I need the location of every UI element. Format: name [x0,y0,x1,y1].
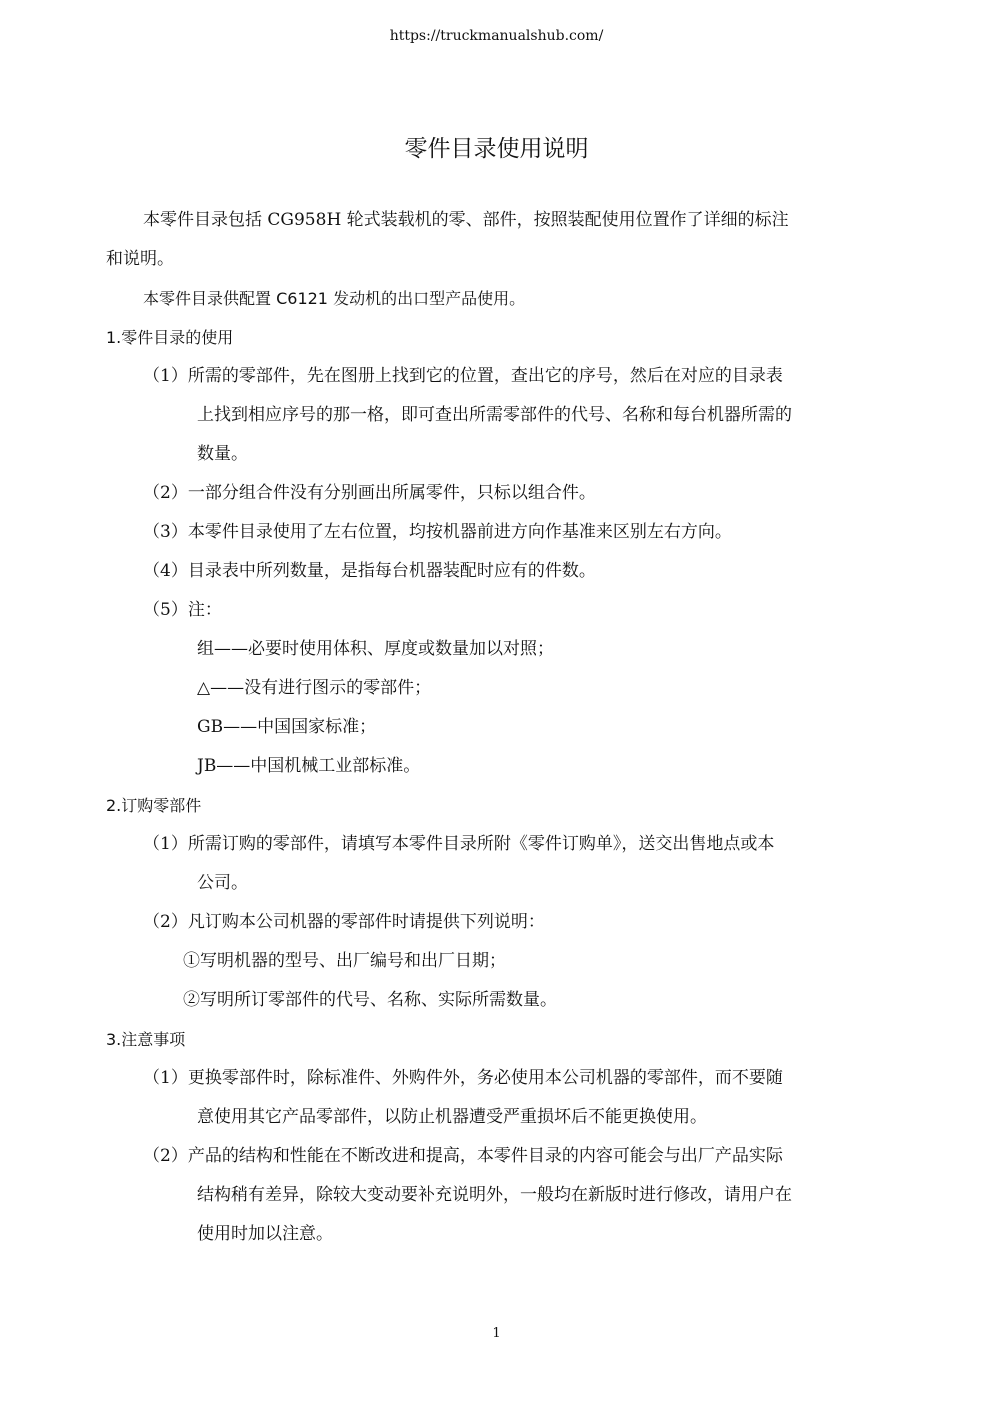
page-title: 零件目录使用说明 [404,136,589,162]
section-3-item-2-line-3: 使用时加以注意。 [197,1224,333,1244]
section-2-item-1-line-2: 公司。 [197,873,248,893]
section-1-item-2: （2）一部分组合件没有分别画出所属零件，只标以组合件。 [143,483,596,503]
section-3-item-2-line-2: 结构稍有差异，除较大变动要补充说明外，一般均在新版时进行修改，请用户在 [197,1185,792,1205]
note-triangle: △——没有进行图示的零部件； [197,678,432,698]
section-3-heading: 3.注意事项 [106,1030,186,1049]
intro-line-2: 和说明。 [106,249,174,269]
section-1-item-3: （3）本零件目录使用了左右位置，均按机器前进方向作基准来区别左右方向。 [143,522,732,542]
section-1-heading: 1.零件目录的使用 [106,328,234,347]
section-1-item-1-line-1: （1）所需的零部件，先在图册上找到它的位置，查出它的序号，然后在对应的目录表 [143,366,783,386]
section-3-item-2-line-1: （2）产品的结构和性能在不断改进和提高，本零件目录的内容可能会与出厂产品实际 [143,1146,783,1166]
intro-line-3: 本零件目录供配置 C6121 发动机的出口型产品使用。 [143,289,526,308]
section-2-item-1-line-1: （1）所需订购的零部件，请填写本零件目录所附《零件订购单》，送交出售地点或本 [143,834,775,854]
header-url: https://truckmanualshub.com/ [389,28,604,44]
section-3-item-1-line-1: （1）更换零部件时，除标准件、外购件外，务必使用本公司机器的零部件，而不要随 [143,1068,783,1088]
section-2-item-2: （2）凡订购本公司机器的零部件时请提供下列说明： [143,912,545,932]
document-body [106,201,889,1254]
section-1-item-4: （4）目录表中所列数量，是指每台机器装配时应有的件数。 [143,561,596,581]
note-jb: JB——中国机械工业部标准。 [197,756,421,776]
section-2-sub-2: ②写明所订零部件的代号、名称、实际所需数量。 [183,990,557,1010]
note-gb: GB——中国国家标准； [197,717,377,737]
note-group: 组——必要时使用体积、厚度或数量加以对照； [197,639,554,659]
intro-line-1: 本零件目录包括 CG958H 轮式装载机的零、部件，按照装配使用位置作了详细的标注 [143,210,789,230]
page-number: 1 [492,1326,501,1341]
section-2-sub-1: ①写明机器的型号、出厂编号和出厂日期； [183,951,506,971]
section-1-item-5: （5）注： [143,600,222,620]
section-1-item-1-line-3: 数量。 [197,444,248,464]
section-1-item-1-line-2: 上找到相应序号的那一格，即可查出所需零部件的代号、名称和每台机器所需的 [197,405,792,425]
section-2-heading: 2.订购零部件 [106,796,202,815]
section-3-item-1-line-2: 意使用其它产品零部件，以防止机器遭受严重损坏后不能更换使用。 [197,1107,707,1127]
